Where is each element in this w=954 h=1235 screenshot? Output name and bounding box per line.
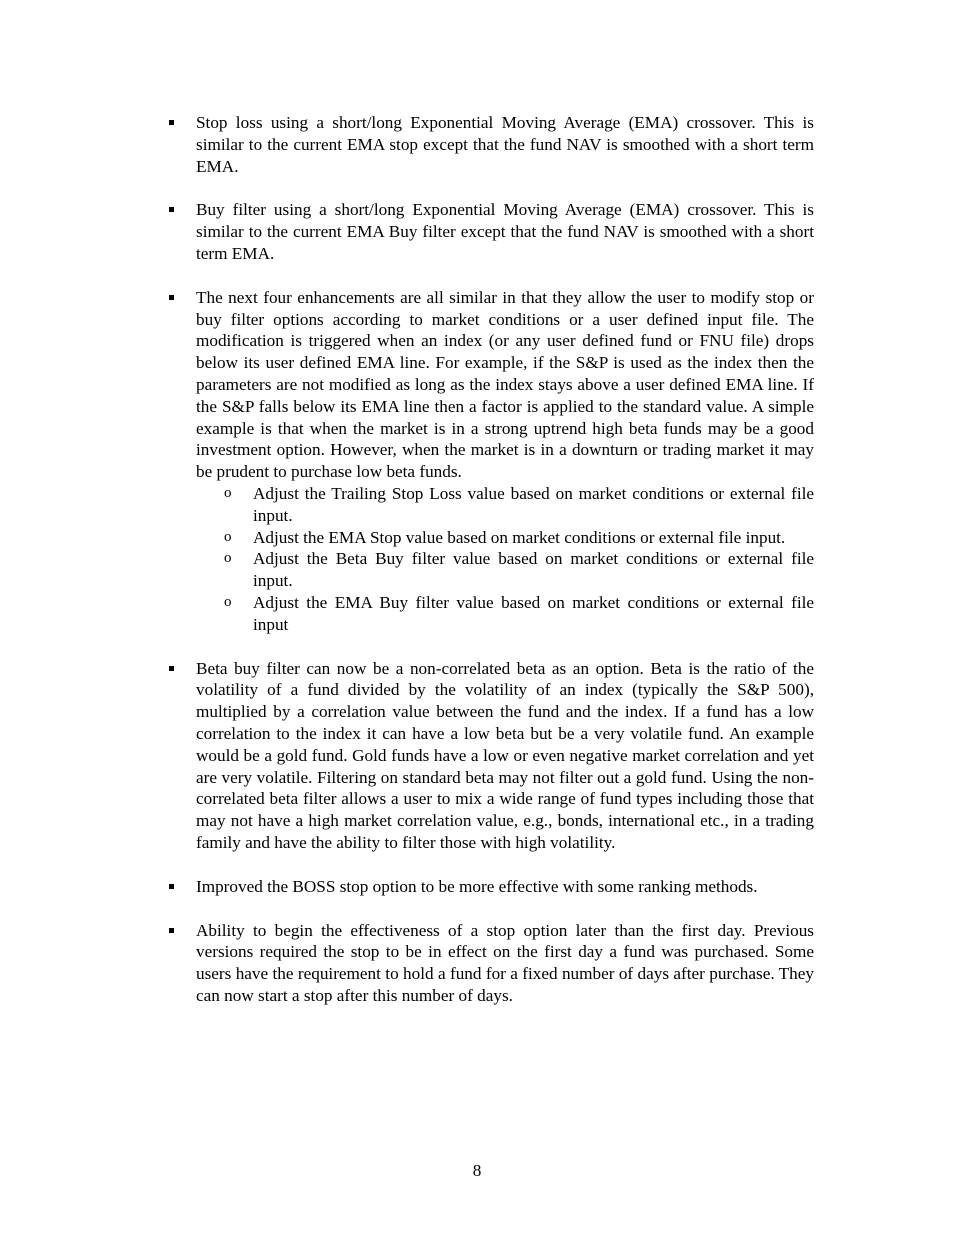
list-item <box>168 876 814 898</box>
enhancement-list <box>168 112 814 1029</box>
square-bullet-icon <box>169 120 174 125</box>
list-item <box>168 658 814 854</box>
list-item <box>168 199 814 264</box>
list-item-text: Buy filter using a short/long Exponential Moving Average (EMA) crossover. This is similar to the current EMA Buy filter except that the fund NAV is smoothed with a short term EMA. <box>196 200 814 263</box>
sub-list-item <box>196 592 814 636</box>
list-item-text: Beta buy filter can now be a non-correlated beta as an option. Beta is the ratio of the volatility of a fund divided by the volatility of an index (typically the S&P 500), multiplied by a correlation value between the fund and the index. If a fund has a low correlation to the index it can have a low beta but be a very volatile fund. An example would be a gold fund. Gold funds have a low or even negative market correlation and yet are very volatile. Filtering on standard beta may not filter out a gold fund. Using the non-correlated beta filter allows a user to mix a wide range of fund types including those that may not have a high market correlation value, e.g., bonds, international etc., in a trading family and have the ability to filter those with high volatility. <box>196 658 814 852</box>
page-number: 8 <box>472 1161 482 1180</box>
sub-list <box>196 483 814 636</box>
sub-list-item <box>196 483 814 527</box>
sub-list-item-text: Adjust the Trailing Stop Loss value based on market conditions or external file input. <box>253 483 814 525</box>
sub-list-item <box>196 527 814 549</box>
circle-bullet-icon: o <box>224 593 232 610</box>
square-bullet-icon <box>169 207 174 212</box>
square-bullet-icon <box>169 928 174 933</box>
list-item-text: The next four enhancements are all similar in that they allow the user to modify stop or buy filter options according to market conditions or a user defined input file. The modification is triggered when an index (or any user defined fund or FNU file) drops below its user defined EMA line. For example, if the S&P is used as the index then the parameters are not modified as long as the index stays above a user defined EMA line. If the S&P falls below its EMA line then a factor is applied to the standard value. A simple example is that when the market is in a strong uptrend high beta funds may be a good investment option. However, when the market is in a downturn or trading market it may be prudent to purchase low beta funds. <box>196 287 814 482</box>
circle-bullet-icon: o <box>224 528 232 545</box>
list-item <box>168 287 814 636</box>
list-item-text: Ability to begin the effectiveness of a stop option later than the first day. Previous versions required the stop to be in effect on the first day a fund was purchased. Some users have the requirement to hold a fund for a fixed number of days after purchase. They can now start a stop after this number of days. <box>196 920 814 1005</box>
sub-list-item-text: Adjust the EMA Buy filter value based on market conditions or external file input <box>253 592 814 634</box>
square-bullet-icon <box>169 884 174 889</box>
sub-list-item-text: Adjust the Beta Buy filter value based on market conditions or external file input. <box>253 549 814 591</box>
circle-bullet-icon: o <box>224 484 232 501</box>
circle-bullet-icon: o <box>224 550 232 567</box>
sub-list-item-text: Adjust the EMA Stop value based on market conditions or external file input. <box>253 527 786 547</box>
list-item-text: Improved the BOSS stop option to be more effective with some ranking methods. <box>196 876 758 896</box>
list-item <box>168 920 814 1007</box>
list-item <box>168 112 814 177</box>
sub-list-item <box>196 548 814 592</box>
list-item-text: Stop loss using a short/long Exponential Moving Average (EMA) crossover. This is similar to the current EMA stop except that the fund NAV is smoothed with a short term EMA. <box>196 113 814 176</box>
square-bullet-icon <box>169 666 174 671</box>
square-bullet-icon <box>169 295 174 300</box>
